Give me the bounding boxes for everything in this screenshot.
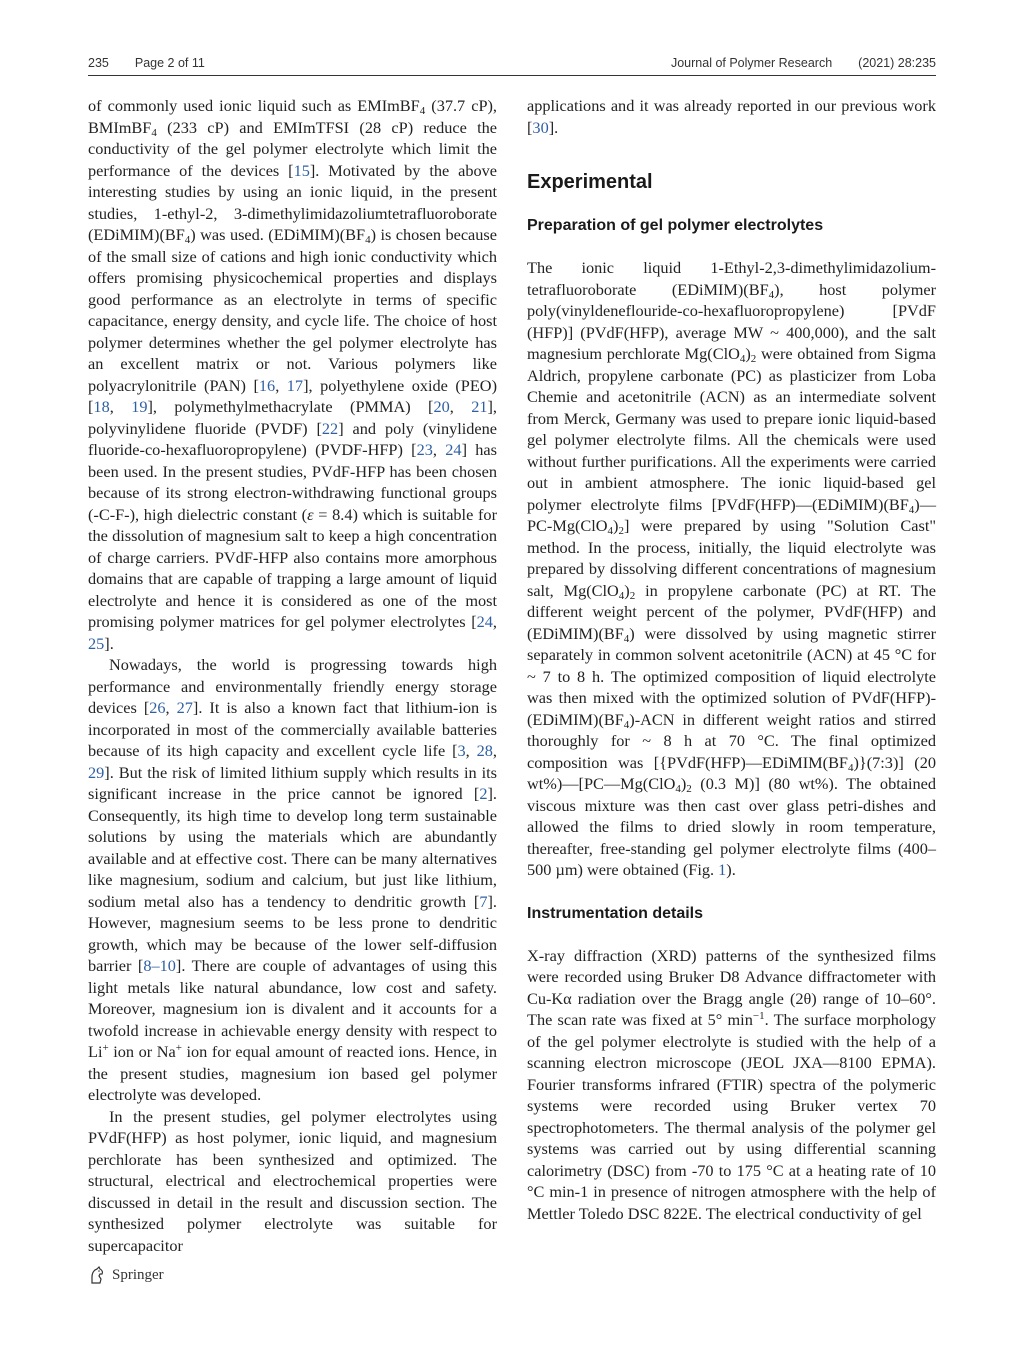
- page-footer: [88, 1265, 164, 1285]
- citation-link[interactable]: 2: [479, 784, 488, 803]
- citation-link[interactable]: 22: [321, 418, 339, 438]
- springer-horse-icon: [88, 1265, 106, 1285]
- citation-link[interactable]: 25: [88, 633, 105, 653]
- paragraph-energy-storage: Nowadays, the world is progressing towards high performance and environmentally friendly energy storage devices [26, 27]. It is also a known fact that lithium-ion is incorporated in most of the commercially available batteries because of its high capacity and excellent cycle life [3, 28, 29]. But the risk of limited lithium supply which results in its significant increase in the price cannot be ignored [2]. Consequently, its high time to develop long term sustainable solutions by using the materials which are abundantly available and at effective cost. There can be many alternatives like magnesium, sodium and calcium, but just like lithium, sodium metal also has a tendency to dendritic growth [7]. However, magnesium seems to be less prone to dendritic growth, which may be because of the lower self-diffusion barrier [8–10]. There are couple of advantages of using this light metals like natural abundance, low cost and safety. Moreover, magnesium ion is divalent and it accounts for a twofold increase in achievable energy density with respect to Li+ ion or Na+ ion for equal amount of reacted ions. Hence, in the present studies, magnesium ion based gel polymer electrolyte was developed.: [88, 655, 498, 1104]
- citation-link[interactable]: 7: [479, 891, 488, 911]
- subsection-title-instrumentation: Instrumentation details: [527, 904, 704, 922]
- paragraph-applications: applications and it was already reported in our previous work [30].: [527, 96, 936, 137]
- citation-link[interactable]: 30: [532, 117, 549, 137]
- page-number: 235: [88, 56, 109, 70]
- citation-link[interactable]: 8–10: [143, 956, 176, 975]
- citation-link[interactable]: 23: [416, 440, 433, 459]
- citation-link[interactable]: 15: [293, 160, 310, 180]
- section-title-experimental: Experimental: [527, 171, 653, 193]
- subsection-title-preparation: Preparation of gel polymer electrolytes: [527, 217, 824, 234]
- citation-link[interactable]: 24: [476, 612, 493, 631]
- citation-link[interactable]: 24: [445, 440, 462, 459]
- citation-link[interactable]: 18: [93, 397, 110, 416]
- paragraph-instrumentation: X-ray diffraction (XRD) patterns of the synthesized films were recorded using Bruker D8 Advance diffractometer with Cu-Kα radiation over the Bragg angle (2θ) range of 10–60°. The scan rate was fixed at 5° $\min^{-1}$. The surface morphology of the gel polymer electrolyte is studied with the help of a scanning electron microscope (JEOL JXA—8100 EPMA). Fourier transforms infrared (FTIR) spectra of the polymeric systems were recorded using Bruker vertex 70 spectrophotometers. The thermal analysis of the polymer gel systems was carried out by using differential scanning calorimetry (DSC) from -70 to 175 °C at a heating rate of 10 °C min-1 in presence of nitrogen atmosphere with the help of Mettler Toledo DSC 822E. The electrical conductivity of gel: [527, 945, 936, 1223]
- citation-link[interactable]: 20: [433, 397, 450, 416]
- citation-link[interactable]: 26: [149, 698, 166, 717]
- left-column: [88, 95, 497, 1256]
- citation-link[interactable]: 29: [88, 762, 105, 782]
- citation-link[interactable]: 3: [457, 741, 466, 760]
- citation-link[interactable]: 16: [258, 375, 276, 395]
- header-rule: [88, 75, 936, 76]
- journal-name: Journal of Polymer Research: [670, 56, 833, 70]
- page-label: Page 2 of 11: [134, 56, 205, 70]
- citation-link[interactable]: 28: [476, 741, 493, 760]
- citation-link[interactable]: 27: [176, 698, 193, 717]
- paragraph-present-studies: In the present studies, gel polymer electrolytes using PVdF(HFP) as host polymer, ionic liquid, and magnesium perchlorate has been synthesized and optimized. The structural, electrical and electrochemical properties were discussed in detail in the result and discussion section. The synthesized polymer electrolyte was suitable for supercapacitor: [88, 1106, 497, 1255]
- running-header: [88, 52, 936, 74]
- paragraph-preparation: The ionic liquid 1-Ethyl-2,3-dimethylimidazoliumtetrafluoroborate $(EDiMIM)(BF_4)$, host polymer poly(vinyldeneflouride-co-hexafluoropropylene) [PVdF (HFP)] (PVdF(HFP), average MW ~ 400,000), and the salt magnesium perchlorate $Mg(ClO_4)_2$ were obtained from Sigma Aldrich, propylene carbonate (PC) as plasticizer from Loba Chemie and acetonitrile (ACN) as an intermediate solvent from Merck, Germany was used to prepare ionic liquid-based gel polymer electrolyte films. All the chemicals were used without further purifications. All the experiments were carried out in ambient atmosphere. The ionic liquid-based gel polymer electrolyte films $[PVdF(HFP)—(EDiMIM)(BF_4)—PC-Mg(ClO_4)_2]$ were prepared by using "Solution Cast" method. In the process, initially, the liquid electrolyte was prepared by dissolving different concentrations of magnesium salt, $Mg(ClO_4)_2$ in propylene carbonate (PC) at RT. The different weight percent of the polymer, PVdF(HFP) and $(EDiMIM)(BF_4)$ were dissolved by using magnetic stirrer separately in common solvent acetonitrile (ACN) at 45 °C for ~ 7 to 8 h. The optimized composition of liquid electrolyte was then mixed with the optimized solution of $PVdF(HFP)-(EDiMIM)(BF_4)$-ACN in different weight ratios and stirred thoroughly for ~ 8 h at 70 °C. The final optimized composition was $[\{PVdF(HFP)—EDiMIM(BF_4)\}(7:3)]$ (20 $wt\%)—[PC—Mg(ClO_4)_2$ (0.3 M)] (80 wt%). The obtained viscous mixture was then cast over glass petri-dishes and allowed the films to dried slowly in room temperature, thereafter, free-standing gel polymer electrolyte films (400–500 µm) were obtained (Fig. 1).: [527, 258, 937, 879]
- publisher-name: Springer: [112, 1266, 164, 1283]
- citation-link[interactable]: 21: [471, 397, 488, 416]
- journal-citation: (2021) 28:235: [858, 56, 936, 70]
- paragraph-ionic-liquid: of commonly used ionic liquid such as EMImBF$_4$ (37.7 cP), BMImBF$_4$ (233 cP) and EMImTFSI (28 cP) reduce the conductivity of the gel polymer electrolyte which limit the performance of the devices [15]. Motivated by the above interesting studies by using an ionic liquid, in the present studies, 1-ethyl-2, 3-dimethylimidazoliumtetrafluoroborate $(EDiMIM)(BF_4)$ was used. $(EDiMIM)(BF_4)$ is chosen because of the small size of cations and high ionic conductivity which offers promising physicochemical properties and displays good performance as an electrolyte in terms of specific capacitance, energy density, and cycle life. The choice of host polymer determines whether the gel polymer electrolyte has an excellent matrix or not. Various polymers like polyacrylonitrile (PAN) [16, 17], polyethylene oxide (PEO) [18, 19], polymethylmethacrylate (PMMA) [20, 21], polyvinylidene fluoride (PVDF) [22] and poly (vinylidene fluoride-co-hexafluoropropylene) (PVDF-HFP) [23, 24] has been used. In the present studies, PVdF-HFP has been chosen because of its strong electron-withdrawing functional groups (-C-F-), high dielectric constant (ε = 8.4) which is suitable for the dissolution of magnesium salt to keep a high concentration of charge carriers. PVdF-HFP also contains more amorphous domains that are capable of trapping a large amount of liquid electrolyte and hence it is considered as one of the most promising polymer matrices for gel polymer electrolytes [24, 25].: [88, 96, 498, 653]
- right-column: [527, 95, 936, 1224]
- figure-link[interactable]: 1: [718, 860, 727, 879]
- citation-link[interactable]: 17: [286, 375, 304, 395]
- citation-link[interactable]: 19: [131, 397, 148, 416]
